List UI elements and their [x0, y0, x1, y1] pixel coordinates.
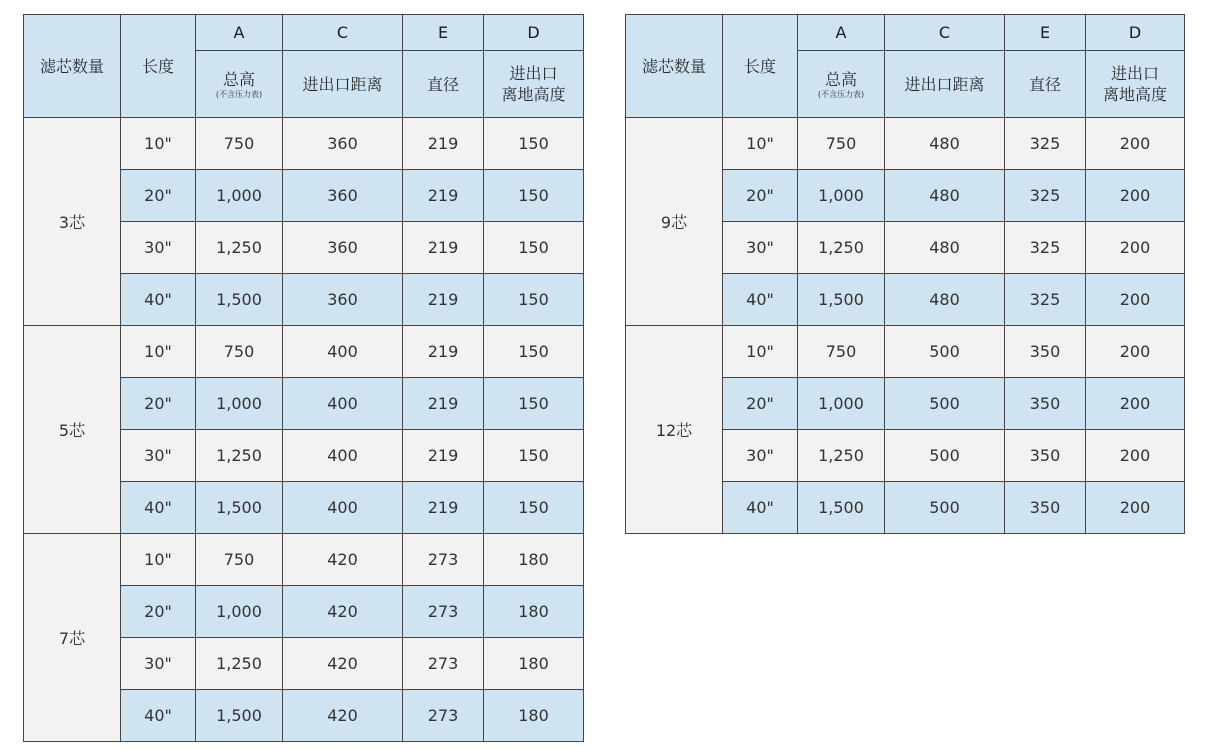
table-row [24, 326, 584, 378]
cell-c: 400 [283, 430, 403, 482]
header-total-height-label: 总高 [824, 69, 857, 89]
cell-length: 30" [723, 430, 798, 482]
cell-length: 30" [121, 430, 196, 482]
header-total-height [196, 51, 283, 118]
cell-e: 273 [403, 690, 484, 742]
cell-d: 150 [484, 326, 584, 378]
cell-e: 350 [1005, 430, 1086, 482]
cell-a: 1,000 [196, 586, 283, 638]
cell-e: 219 [403, 274, 484, 326]
cell-a: 1,000 [798, 378, 885, 430]
cell-length: 20" [723, 170, 798, 222]
cell-d: 150 [484, 430, 584, 482]
header-ground-height-line1: 进出口 [1110, 64, 1159, 83]
header-ground-height-line1: 进出口 [509, 64, 558, 83]
cell-a: 1,500 [798, 274, 885, 326]
cell-length: 10" [121, 326, 196, 378]
cell-a: 1,250 [196, 430, 283, 482]
header-inlet-outlet-distance: 进出口距离 [885, 51, 1005, 118]
cell-a: 750 [798, 118, 885, 170]
cell-a: 1,500 [196, 274, 283, 326]
cell-c: 480 [885, 170, 1005, 222]
cell-a: 750 [196, 118, 283, 170]
header-diameter: 直径 [403, 51, 484, 118]
cell-d: 200 [1086, 482, 1185, 534]
cell-d: 150 [484, 274, 584, 326]
table-row [24, 118, 584, 170]
cell-c: 400 [283, 326, 403, 378]
cell-a: 1,500 [196, 690, 283, 742]
cell-a: 1,500 [798, 482, 885, 534]
cell-d: 150 [484, 482, 584, 534]
cell-c: 420 [283, 638, 403, 690]
header-ground-height [1086, 51, 1185, 118]
cell-length: 40" [121, 690, 196, 742]
cell-length: 30" [121, 638, 196, 690]
cell-a: 1,500 [196, 482, 283, 534]
cell-d: 200 [1086, 326, 1185, 378]
cell-c: 360 [283, 274, 403, 326]
header-letter-a: A [798, 15, 885, 51]
group-label: 9芯 [626, 118, 723, 326]
cell-c: 420 [283, 534, 403, 586]
cell-c: 420 [283, 586, 403, 638]
cell-a: 1,250 [798, 222, 885, 274]
cell-e: 219 [403, 118, 484, 170]
header-length: 长度 [121, 15, 196, 118]
header-total-height-note: (不含压力表) [215, 89, 263, 99]
header-filter-count: 滤芯数量 [626, 15, 723, 118]
cell-length: 40" [723, 482, 798, 534]
spec-table-right [625, 14, 1185, 534]
cell-length: 10" [723, 326, 798, 378]
cell-e: 273 [403, 586, 484, 638]
cell-d: 200 [1086, 170, 1185, 222]
cell-a: 1,250 [196, 222, 283, 274]
cell-a: 1,250 [196, 638, 283, 690]
table-row [24, 534, 584, 586]
header-letter-c: C [283, 15, 403, 51]
cell-d: 180 [484, 534, 584, 586]
header-letter-a: A [196, 15, 283, 51]
cell-e: 325 [1005, 274, 1086, 326]
cell-d: 200 [1086, 430, 1185, 482]
header-total-height-label: 总高 [222, 69, 255, 89]
group-label: 7芯 [24, 534, 121, 742]
cell-length: 40" [121, 482, 196, 534]
header-letter-c: C [885, 15, 1005, 51]
cell-c: 360 [283, 170, 403, 222]
cell-length: 10" [121, 118, 196, 170]
cell-e: 350 [1005, 378, 1086, 430]
cell-e: 325 [1005, 170, 1086, 222]
header-letter-d: D [484, 15, 584, 51]
cell-length: 30" [121, 222, 196, 274]
cell-e: 273 [403, 638, 484, 690]
table-row [626, 118, 1185, 170]
header-letter-e: E [403, 15, 484, 51]
cell-length: 10" [121, 534, 196, 586]
cell-length: 10" [723, 118, 798, 170]
header-filter-count: 滤芯数量 [24, 15, 121, 118]
cell-c: 500 [885, 482, 1005, 534]
cell-e: 350 [1005, 482, 1086, 534]
cell-e: 219 [403, 482, 484, 534]
cell-c: 360 [283, 118, 403, 170]
header-diameter: 直径 [1005, 51, 1086, 118]
cell-a: 1,000 [196, 170, 283, 222]
cell-d: 200 [1086, 222, 1185, 274]
cell-length: 20" [121, 378, 196, 430]
header-ground-height-line2: 离地高度 [1102, 85, 1167, 104]
cell-a: 1,000 [798, 170, 885, 222]
cell-e: 219 [403, 222, 484, 274]
cell-d: 180 [484, 586, 584, 638]
cell-length: 30" [723, 222, 798, 274]
cell-c: 400 [283, 482, 403, 534]
header-total-height [798, 51, 885, 118]
cell-c: 500 [885, 378, 1005, 430]
cell-d: 180 [484, 638, 584, 690]
group-label: 12芯 [626, 326, 723, 534]
header-total-height-note: (不含压力表) [817, 89, 865, 99]
cell-d: 150 [484, 378, 584, 430]
header-ground-height-line2: 离地高度 [501, 85, 566, 104]
cell-e: 219 [403, 326, 484, 378]
header-ground-height [484, 51, 584, 118]
cell-c: 400 [283, 378, 403, 430]
cell-length: 20" [121, 170, 196, 222]
header-letter-d: D [1086, 15, 1185, 51]
table-row [626, 326, 1185, 378]
cell-a: 1,250 [798, 430, 885, 482]
cell-d: 200 [1086, 378, 1185, 430]
cell-c: 360 [283, 222, 403, 274]
header-length: 长度 [723, 15, 798, 118]
header-inlet-outlet-distance: 进出口距离 [283, 51, 403, 118]
cell-e: 219 [403, 170, 484, 222]
cell-e: 350 [1005, 326, 1086, 378]
cell-a: 1,000 [196, 378, 283, 430]
cell-e: 325 [1005, 118, 1086, 170]
cell-d: 150 [484, 118, 584, 170]
cell-d: 150 [484, 222, 584, 274]
cell-c: 500 [885, 326, 1005, 378]
cell-e: 273 [403, 534, 484, 586]
cell-c: 500 [885, 430, 1005, 482]
cell-a: 750 [798, 326, 885, 378]
cell-length: 20" [121, 586, 196, 638]
cell-c: 480 [885, 222, 1005, 274]
cell-a: 750 [196, 326, 283, 378]
group-label: 3芯 [24, 118, 121, 326]
cell-length: 40" [723, 274, 798, 326]
cell-d: 150 [484, 170, 584, 222]
cell-c: 480 [885, 118, 1005, 170]
group-label: 5芯 [24, 326, 121, 534]
cell-d: 180 [484, 690, 584, 742]
cell-e: 219 [403, 378, 484, 430]
cell-d: 200 [1086, 274, 1185, 326]
cell-length: 40" [121, 274, 196, 326]
cell-a: 750 [196, 534, 283, 586]
cell-e: 219 [403, 430, 484, 482]
cell-e: 325 [1005, 222, 1086, 274]
header-letter-e: E [1005, 15, 1086, 51]
spec-table-left [23, 14, 584, 742]
cell-length: 20" [723, 378, 798, 430]
cell-c: 420 [283, 690, 403, 742]
cell-d: 200 [1086, 118, 1185, 170]
cell-c: 480 [885, 274, 1005, 326]
